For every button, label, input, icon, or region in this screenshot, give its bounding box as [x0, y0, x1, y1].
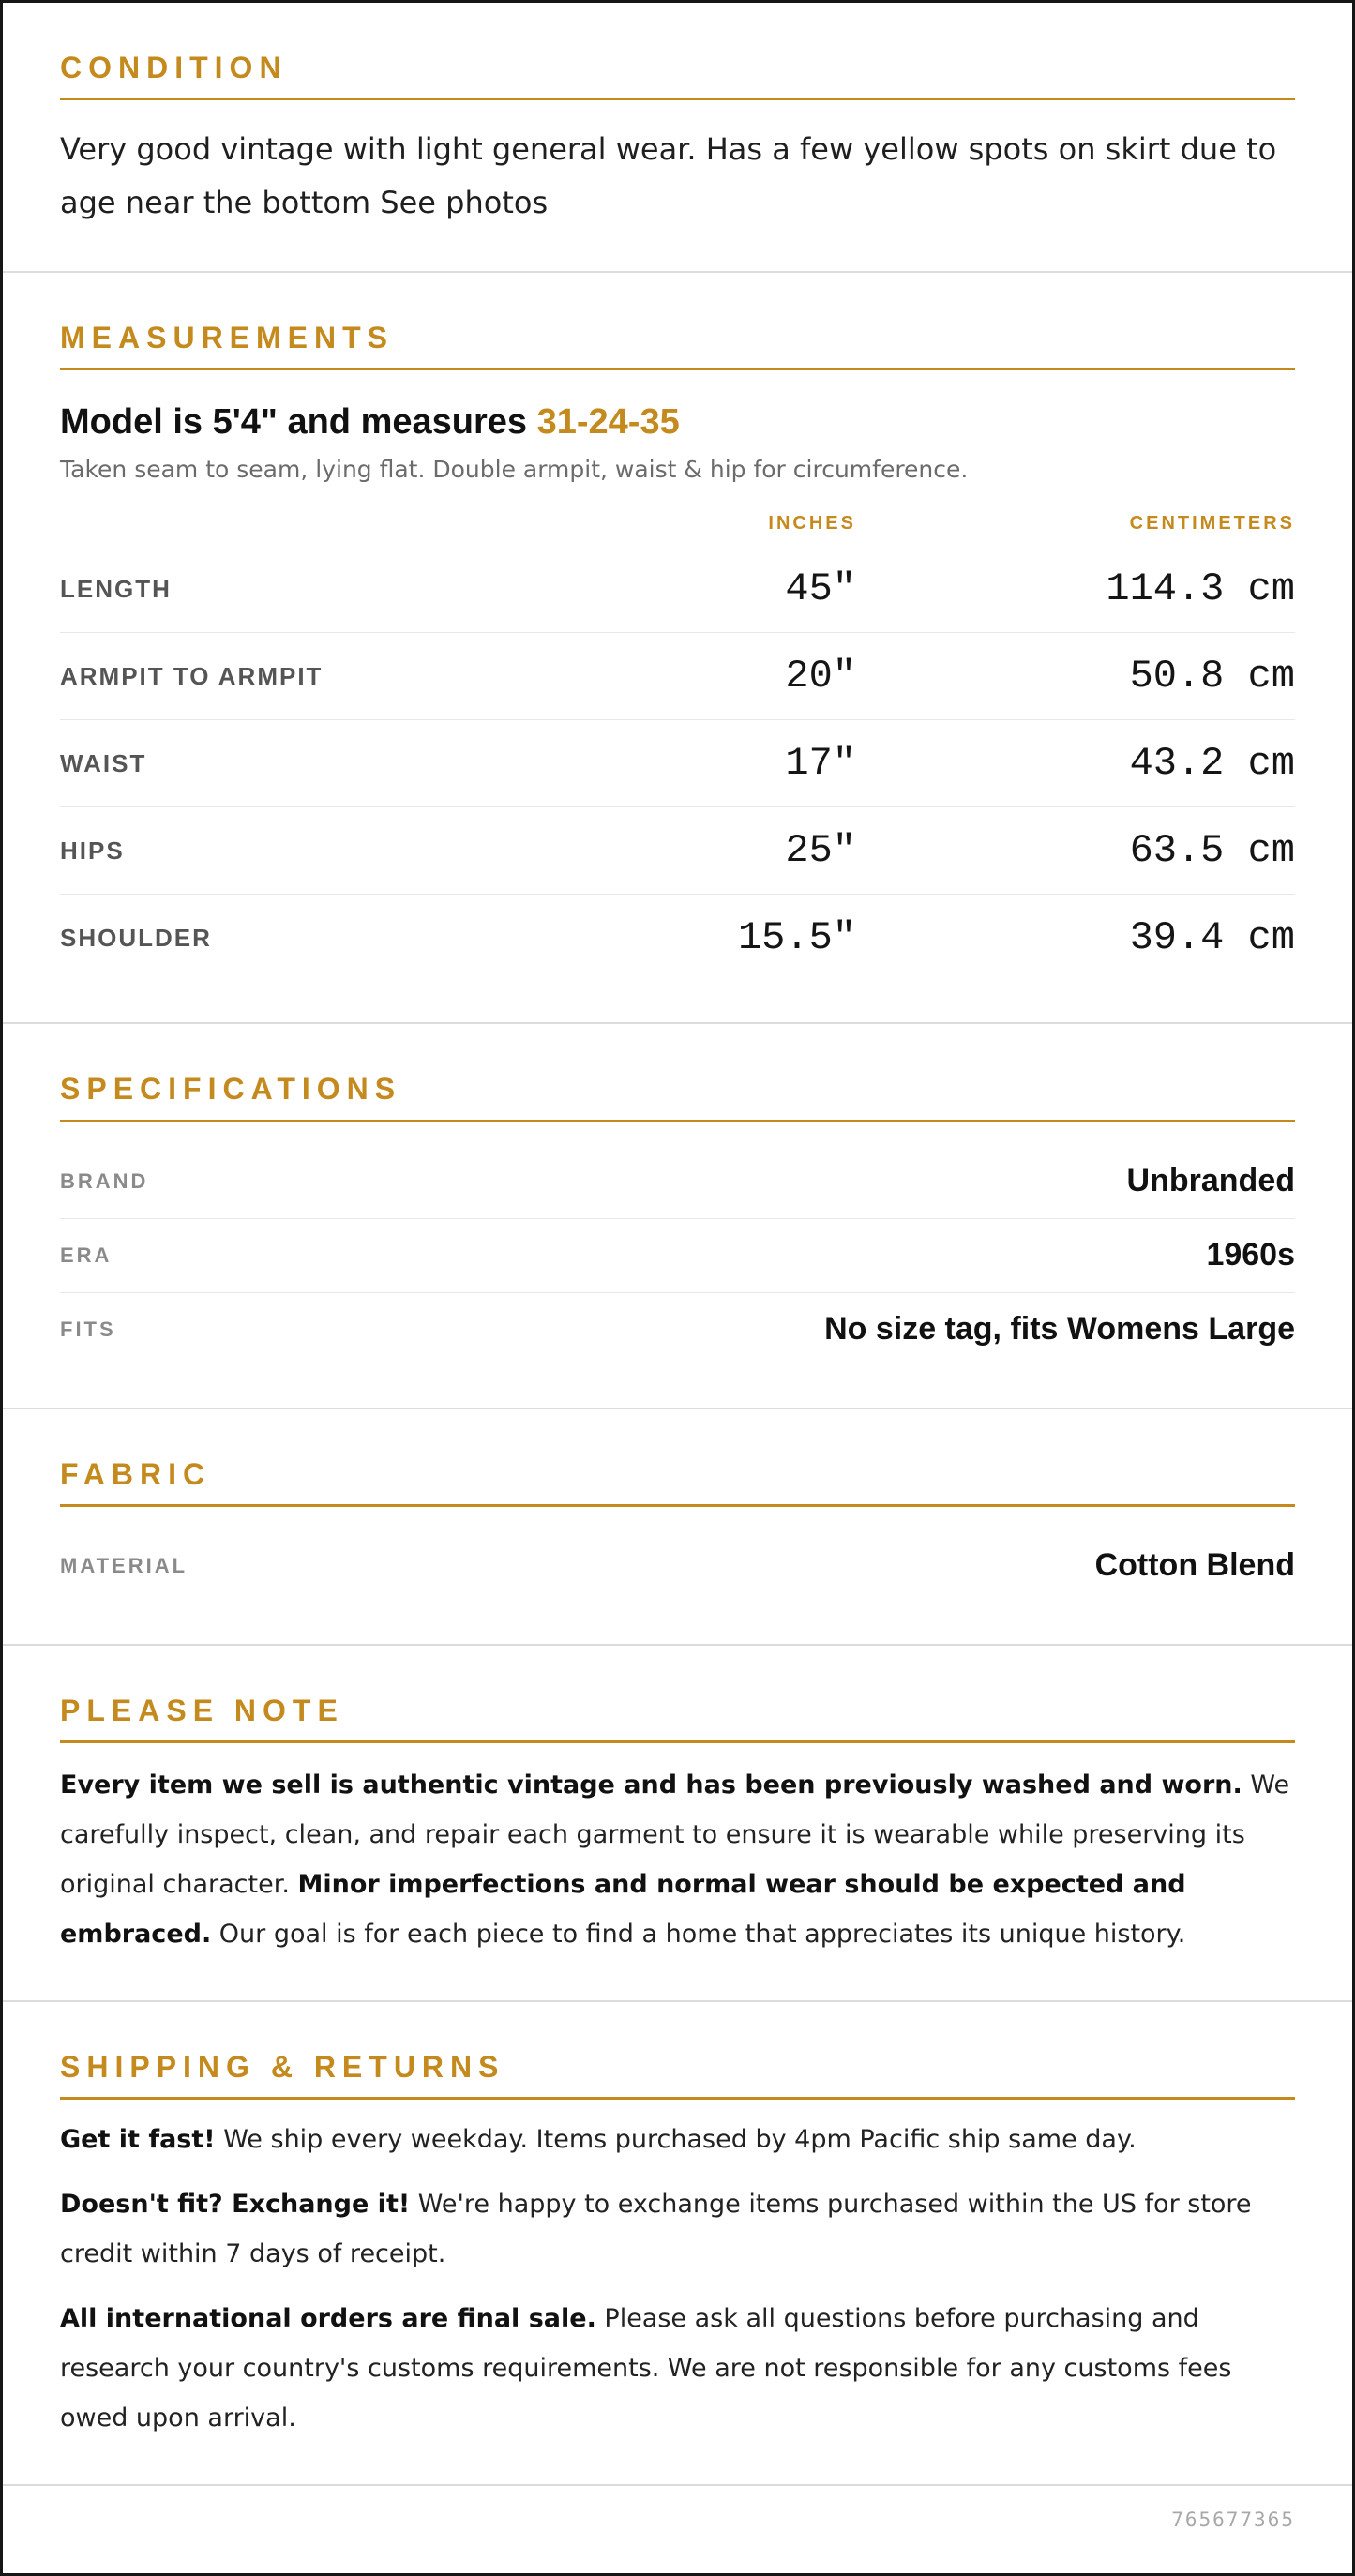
- measurement-inches: 20": [785, 654, 856, 700]
- table-row: [60, 720, 1295, 807]
- measurement-inches: 15.5": [737, 915, 856, 961]
- measurements-header: [60, 513, 1295, 546]
- list-item: [60, 1145, 1295, 1219]
- shipping-paragraph-3: [60, 2294, 1295, 2443]
- list-item: [60, 1293, 1295, 1366]
- spec-label: MATERIAL: [60, 1553, 188, 1577]
- spec-value: Cotton Blend: [1094, 1547, 1295, 1584]
- note-text-2: Our goal is for each piece to find a home that appreciates its unique history.: [211, 1919, 1186, 1949]
- condition-section: [3, 3, 1352, 273]
- spec-value: Unbranded: [1126, 1163, 1295, 1199]
- shipping-text-3: Please ask all questions before purchasing and research your country's customs requirements. We are not responsible for any customs fees owed upon arrival.: [60, 2304, 1232, 2433]
- table-row: [60, 633, 1295, 720]
- spec-value: 1960s: [1206, 1237, 1295, 1273]
- measurement-inches: 25": [785, 828, 856, 874]
- note-bold-2: Minor imperfections and normal wear should be expected and embraced.: [60, 1869, 1186, 1949]
- please-note-title: PLEASE NOTE: [60, 1695, 1295, 1743]
- measurement-label: LENGTH: [60, 574, 172, 603]
- product-id: 765677365: [1171, 2508, 1295, 2532]
- measurement-label: HIPS: [60, 836, 125, 865]
- specifications-title: SPECIFICATIONS: [60, 1073, 1295, 1122]
- shipping-paragraph-1: [60, 2115, 1295, 2164]
- please-note-section: [3, 1646, 1352, 2002]
- specifications-list: [60, 1145, 1295, 1366]
- measurements-title: MEASUREMENTS: [60, 322, 1295, 370]
- measurement-label: ARMPIT TO ARMPIT: [60, 661, 324, 690]
- condition-title: CONDITION: [60, 52, 1295, 100]
- shipping-bold-1: Get it fast!: [60, 2125, 216, 2155]
- measurement-cm: 114.3 cm: [1106, 566, 1295, 612]
- measurement-cm: 39.4 cm: [1129, 915, 1295, 961]
- shipping-paragraph-2: [60, 2179, 1295, 2279]
- measurements-table: [60, 513, 1295, 981]
- fabric-section: [3, 1409, 1352, 1646]
- column-centimeters: CENTIMETERS: [1129, 513, 1295, 535]
- note-text-1: We carefully inspect, clean, and repair each garment to ensure it is wearable while preserving its original character.: [60, 1770, 1290, 1899]
- shipping-text-2: We're happy to exchange items purchased within the US for store credit within 7 days of receipt.: [60, 2190, 1252, 2269]
- fabric-title: FABRIC: [60, 1458, 1295, 1507]
- condition-text: Very good vintage with light general wear. Has a few yellow spots on skirt due to age near the bottom See photos: [60, 131, 1277, 221]
- model-line: [60, 402, 1295, 443]
- table-row: [60, 807, 1295, 895]
- table-row: [60, 546, 1295, 633]
- shipping-bold-2: Doesn't fit? Exchange it!: [60, 2190, 411, 2220]
- spec-label: ERA: [60, 1243, 113, 1267]
- column-inches: INCHES: [768, 513, 856, 535]
- specifications-section: [3, 1024, 1352, 1409]
- measurement-note: Taken seam to seam, lying flat. Double armpit, waist & hip for circumference.: [60, 456, 969, 484]
- shipping-bold-3: All international orders are final sale.: [60, 2304, 596, 2334]
- measurement-cm: 50.8 cm: [1129, 654, 1295, 700]
- shipping-title: SHIPPING & RETURNS: [60, 2051, 1295, 2100]
- measurement-inches: 45": [785, 566, 856, 612]
- measurements-section: [3, 273, 1352, 1024]
- list-item: [60, 1219, 1295, 1293]
- note-bold-1: Every item we sell is authentic vintage and has been previously washed and worn.: [60, 1770, 1242, 1800]
- please-note-text: [60, 1760, 1295, 1959]
- measurement-label: WAIST: [60, 748, 147, 777]
- measurement-inches: 17": [785, 741, 856, 787]
- model-measures: 31-24-35: [536, 402, 680, 443]
- spec-value: No size tag, fits Womens Large: [824, 1311, 1295, 1348]
- table-row: [60, 895, 1295, 981]
- shipping-section: [3, 2002, 1352, 2486]
- measurement-cm: 63.5 cm: [1129, 828, 1295, 874]
- spec-label: BRAND: [60, 1168, 149, 1193]
- shipping-text-1: We ship every weekday. Items purchased by 4pm Pacific ship same day.: [215, 2125, 1137, 2155]
- measurement-label: SHOULDER: [60, 923, 212, 952]
- list-item: [60, 1529, 1295, 1603]
- model-line-prefix: Model is 5'4" and measures: [60, 402, 537, 443]
- fabric-list: [60, 1529, 1295, 1603]
- spec-label: FITS: [60, 1317, 116, 1341]
- measurement-cm: 43.2 cm: [1129, 741, 1295, 787]
